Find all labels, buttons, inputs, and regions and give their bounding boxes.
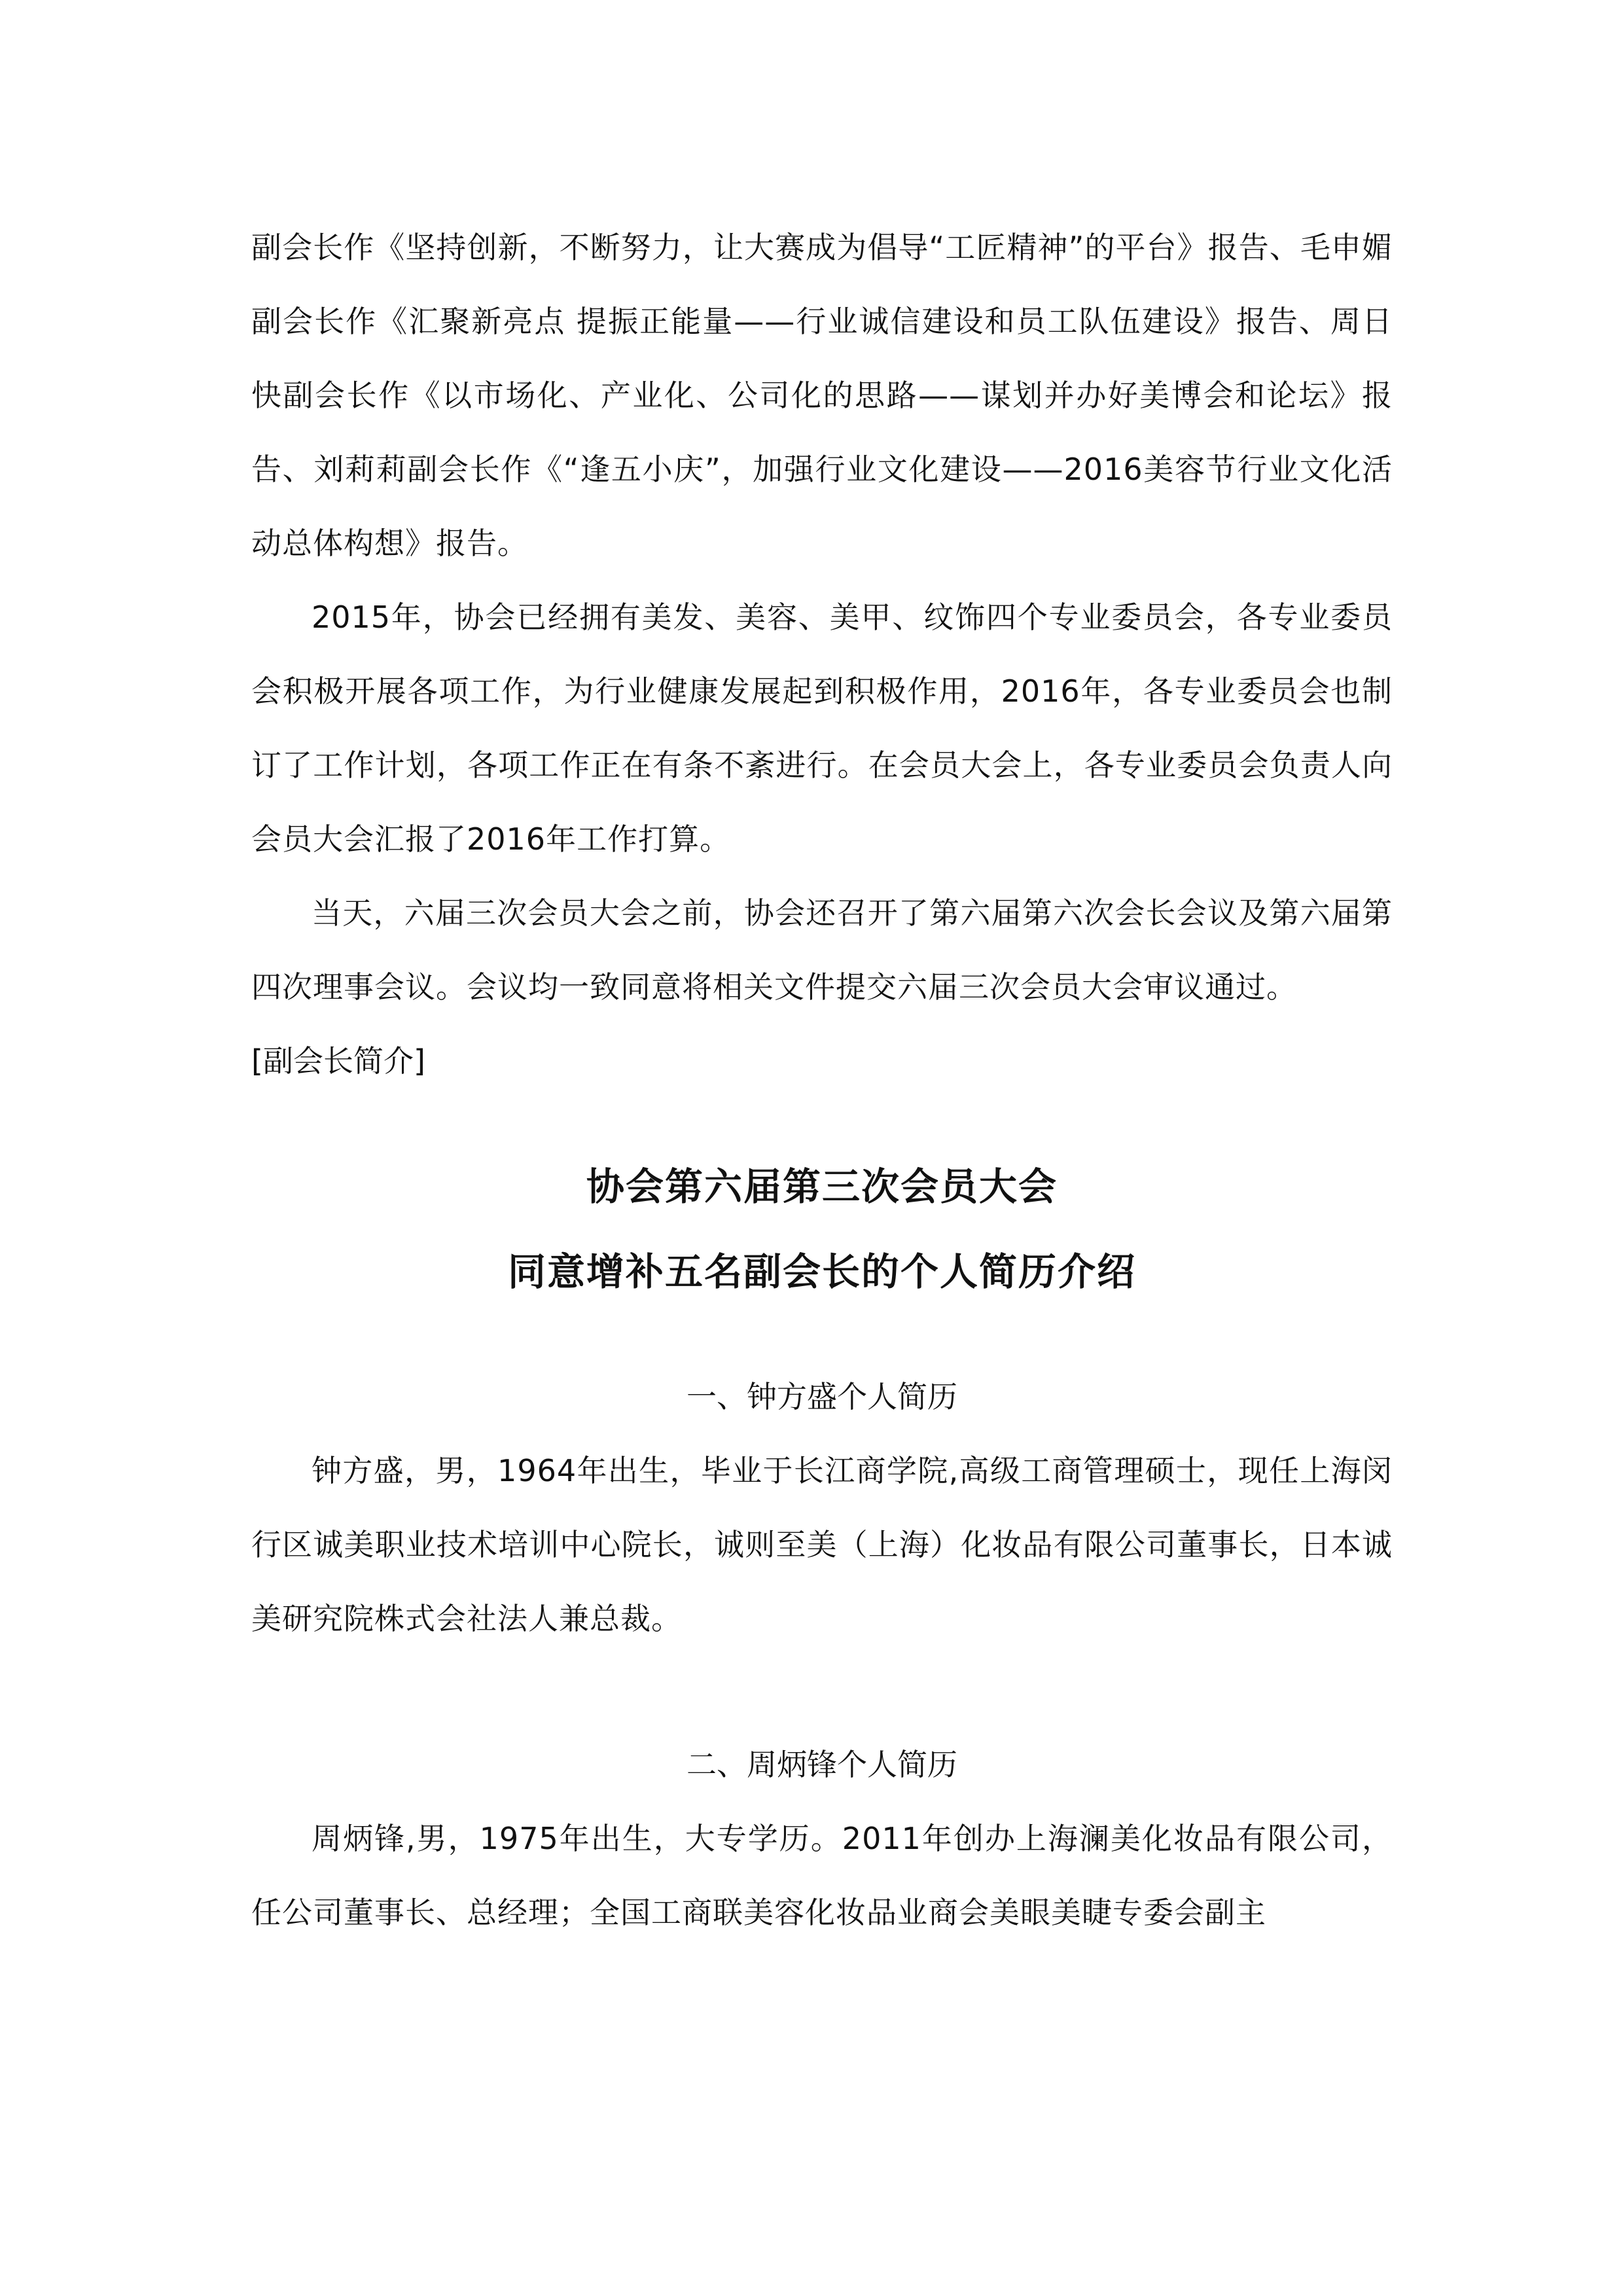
spacer bbox=[251, 1656, 1393, 1728]
document-title-line1: 协会第六届第三次会员大会 bbox=[586, 1164, 1058, 1209]
spacer bbox=[251, 1098, 1393, 1144]
bio-heading-1: 一、钟方盛个人简历 bbox=[687, 1379, 957, 1414]
document-title-line2: 同意增补五名副会长的个人简历介绍 bbox=[507, 1249, 1136, 1294]
body-paragraph-3: 当天，六届三次会员大会之前，协会还召开了第六届第六次会长会议及第六届第四次理事会议。会议均一致同意将相关文件提交六届三次会员大会审议通过。 bbox=[251, 895, 1393, 1005]
spacer bbox=[251, 1314, 1393, 1360]
body-paragraph-1: 副会长作《坚持创新，不断努力，让大赛成为倡导“工匠精神”的平台》报告、毛申媚副会长作《汇聚新亮点 提振正能量——行业诚信建设和员工队伍建设》报告、周日快副会长作《以市场化、产业化、公司化的思路——谋划并办好美博会和论坛》报告、刘莉莉副会长作《“逢五小庆”，加强行业文化建设——2016美容节行业文化活动总体构想》报告。 bbox=[251, 230, 1393, 561]
bio-heading-2: 二、周炳锋个人简历 bbox=[687, 1747, 957, 1782]
bio-text-2: 周炳锋,男，1975年出生，大专学历。2011年创办上海澜美化妆品有限公司，任公司董事长、总经理；全国工商联美容化妆品业商会美眼美睫专委会副主 bbox=[251, 1821, 1393, 1930]
document-body bbox=[251, 211, 1393, 1950]
body-paragraph-2: 2015年，协会已经拥有美发、美容、美甲、纹饰四个专业委员会，各专业委员会积极开展各项工作，为行业健康发展起到积极作用，2016年，各专业委员会也制订了工作计划，各项工作正在有条不紊进行。在会员大会上，各专业委员会负责人向会员大会汇报了2016年工作打算。 bbox=[251, 600, 1393, 857]
bio-text-1: 钟方盛，男，1964年出生，毕业于长江商学院,高级工商管理硕士，现任上海闵行区诚美职业技术培训中心院长，诚则至美（上海）化妆品有限公司董事长，日本诚美研究院株式会社法人兼总裁。 bbox=[251, 1453, 1393, 1636]
section-label: [副会长简介] bbox=[251, 1043, 425, 1079]
